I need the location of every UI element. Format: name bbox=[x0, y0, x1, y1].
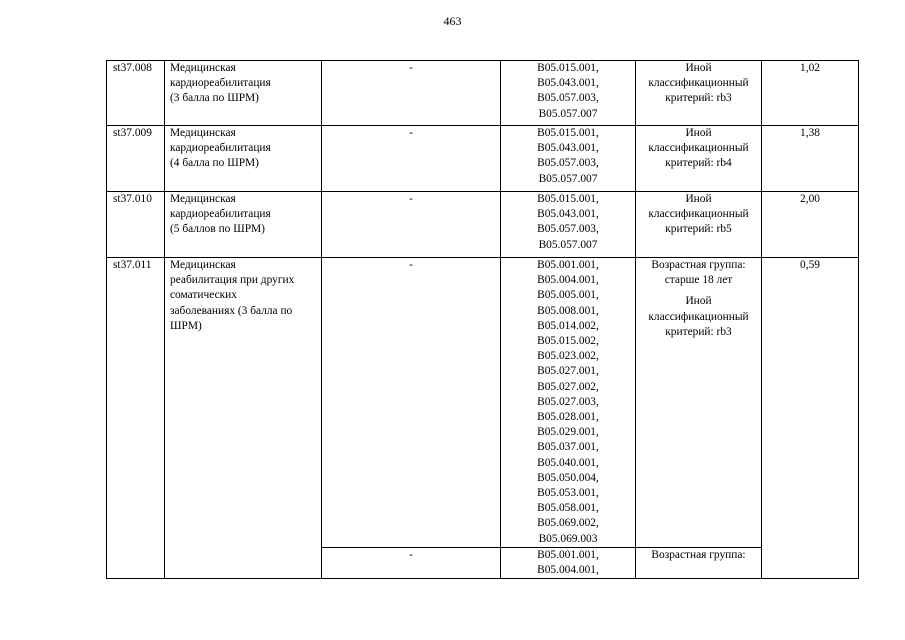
coefficient-cell bbox=[762, 258, 859, 579]
group-name-line: Медицинская bbox=[170, 193, 236, 205]
table-row bbox=[107, 126, 859, 192]
group-name-line: кардиореабилитация bbox=[170, 208, 271, 221]
page-number: 463 bbox=[443, 14, 462, 28]
group-code-cell bbox=[107, 61, 165, 126]
service-code: B05.069.003 bbox=[538, 532, 598, 545]
group-code-cell bbox=[107, 192, 165, 258]
service-code: B05.014.002, bbox=[537, 319, 599, 332]
criteria-line: старше 18 лет bbox=[664, 274, 733, 287]
group-name-line: кардиореабилитация bbox=[170, 77, 271, 90]
service-code: B05.057.003, bbox=[537, 223, 599, 236]
service-code: B05.015.002, bbox=[537, 335, 599, 348]
group-code-cell bbox=[107, 258, 165, 579]
group-name-cell bbox=[165, 192, 322, 258]
criteria-line: критерий: rb4 bbox=[665, 157, 732, 170]
service-code: B05.004.001, bbox=[537, 274, 599, 287]
service-codes-cell bbox=[501, 126, 636, 192]
diagnosis-value: - bbox=[409, 259, 413, 271]
coefficient-cell bbox=[762, 192, 859, 258]
service-code: B05.057.003, bbox=[537, 157, 599, 170]
service-code: B05.027.001, bbox=[537, 365, 599, 378]
service-code: B05.029.001, bbox=[537, 426, 599, 439]
service-code: B05.058.001, bbox=[537, 502, 599, 515]
coefficient-cell bbox=[762, 126, 859, 192]
diagnosis-value: - bbox=[409, 62, 413, 74]
criteria-line: Иной bbox=[685, 127, 712, 139]
criteria-line: критерий: rb5 bbox=[665, 223, 732, 236]
criteria-line: критерий: rb3 bbox=[665, 92, 732, 105]
diagnosis-cell bbox=[322, 61, 501, 126]
group-name-line: ШРМ) bbox=[170, 319, 202, 332]
criteria-line: критерий: rb3 bbox=[665, 325, 732, 338]
service-code: B05.057.007 bbox=[538, 238, 598, 251]
diagnosis-cell bbox=[322, 126, 501, 192]
criteria-cell bbox=[636, 258, 762, 548]
diagnosis-value: - bbox=[409, 193, 413, 205]
group-code: st37.011 bbox=[113, 259, 152, 271]
coefficient-cell bbox=[762, 61, 859, 126]
group-name-line: Медицинская bbox=[170, 259, 236, 271]
diagnosis-value: - bbox=[409, 548, 413, 561]
group-name-line: (4 балла по ШРМ) bbox=[170, 157, 259, 170]
service-code: B05.008.001, bbox=[537, 304, 599, 317]
service-code: B05.027.002, bbox=[537, 380, 599, 393]
coefficient-value: 2,00 bbox=[800, 193, 820, 205]
service-code: B05.015.001, bbox=[537, 62, 599, 74]
table-row bbox=[107, 192, 859, 258]
table-row bbox=[107, 258, 859, 548]
group-code: st37.010 bbox=[113, 193, 152, 205]
service-code: B05.015.001, bbox=[537, 193, 599, 205]
service-code: B05.043.001, bbox=[537, 208, 599, 221]
diagnosis-value: - bbox=[409, 127, 413, 139]
group-name-line: Медицинская bbox=[170, 62, 236, 74]
service-code: B05.037.001, bbox=[537, 441, 599, 454]
service-code: B05.001.001, bbox=[537, 548, 599, 561]
service-code: B05.001.001, bbox=[537, 259, 599, 271]
coefficient-value: 0,59 bbox=[800, 259, 820, 271]
service-code: B05.023.002, bbox=[537, 350, 599, 363]
criteria-cell bbox=[636, 126, 762, 192]
diagnosis-cell bbox=[322, 258, 501, 548]
criteria-line: Иной bbox=[685, 62, 712, 74]
group-name-line: соматических bbox=[170, 289, 237, 302]
group-name-line: заболеваниях (3 балла по bbox=[170, 304, 293, 317]
criteria-line: классификационный bbox=[648, 310, 749, 323]
criteria-line: Иной bbox=[685, 295, 712, 308]
diagnosis-cell bbox=[322, 547, 501, 578]
table-row bbox=[107, 61, 859, 126]
service-code: B05.027.003, bbox=[537, 395, 599, 408]
group-name-line: кардиореабилитация bbox=[170, 142, 271, 155]
service-code: B05.043.001, bbox=[537, 142, 599, 155]
criteria-line: Возрастная группа: bbox=[651, 548, 746, 561]
service-codes-cell bbox=[501, 547, 636, 578]
criteria-line: классификационный bbox=[648, 77, 749, 90]
service-code: B05.005.001, bbox=[537, 289, 599, 302]
service-codes-cell bbox=[501, 192, 636, 258]
service-code: B05.057.007 bbox=[538, 172, 598, 185]
group-name-cell bbox=[165, 258, 322, 579]
service-code: B05.028.001, bbox=[537, 411, 599, 424]
criteria-line: Возрастная группа: bbox=[651, 259, 746, 271]
service-code: B05.004.001, bbox=[537, 564, 599, 577]
criteria-line: классификационный bbox=[648, 208, 749, 221]
group-name-line: (3 балла по ШРМ) bbox=[170, 92, 259, 105]
criteria-cell bbox=[636, 547, 762, 578]
criteria-line: классификационный bbox=[648, 142, 749, 155]
service-code: B05.069.002, bbox=[537, 517, 599, 530]
tariff-table bbox=[106, 60, 859, 579]
criteria-cell bbox=[636, 61, 762, 126]
service-code: B05.057.003, bbox=[537, 92, 599, 105]
coefficient-value: 1,02 bbox=[800, 62, 820, 74]
service-code: B05.043.001, bbox=[537, 77, 599, 90]
service-code: B05.057.007 bbox=[538, 107, 598, 120]
service-code: B05.053.001, bbox=[537, 487, 599, 500]
group-code: st37.009 bbox=[113, 127, 152, 139]
service-code: B05.050.004, bbox=[537, 471, 599, 484]
service-code: B05.015.001, bbox=[537, 127, 599, 139]
service-codes-cell bbox=[501, 258, 636, 548]
diagnosis-cell bbox=[322, 192, 501, 258]
group-name-cell bbox=[165, 61, 322, 126]
criteria-line: Иной bbox=[685, 193, 712, 205]
service-codes-cell bbox=[501, 61, 636, 126]
group-name-cell bbox=[165, 126, 322, 192]
group-name-line: Медицинская bbox=[170, 127, 236, 139]
group-name-line: (5 баллов по ШРМ) bbox=[170, 223, 265, 236]
group-name-line: реабилитация при других bbox=[170, 274, 295, 287]
group-code: st37.008 bbox=[113, 62, 152, 74]
service-code: B05.040.001, bbox=[537, 456, 599, 469]
criteria-cell bbox=[636, 192, 762, 258]
coefficient-value: 1,38 bbox=[800, 127, 820, 139]
group-code-cell bbox=[107, 126, 165, 192]
